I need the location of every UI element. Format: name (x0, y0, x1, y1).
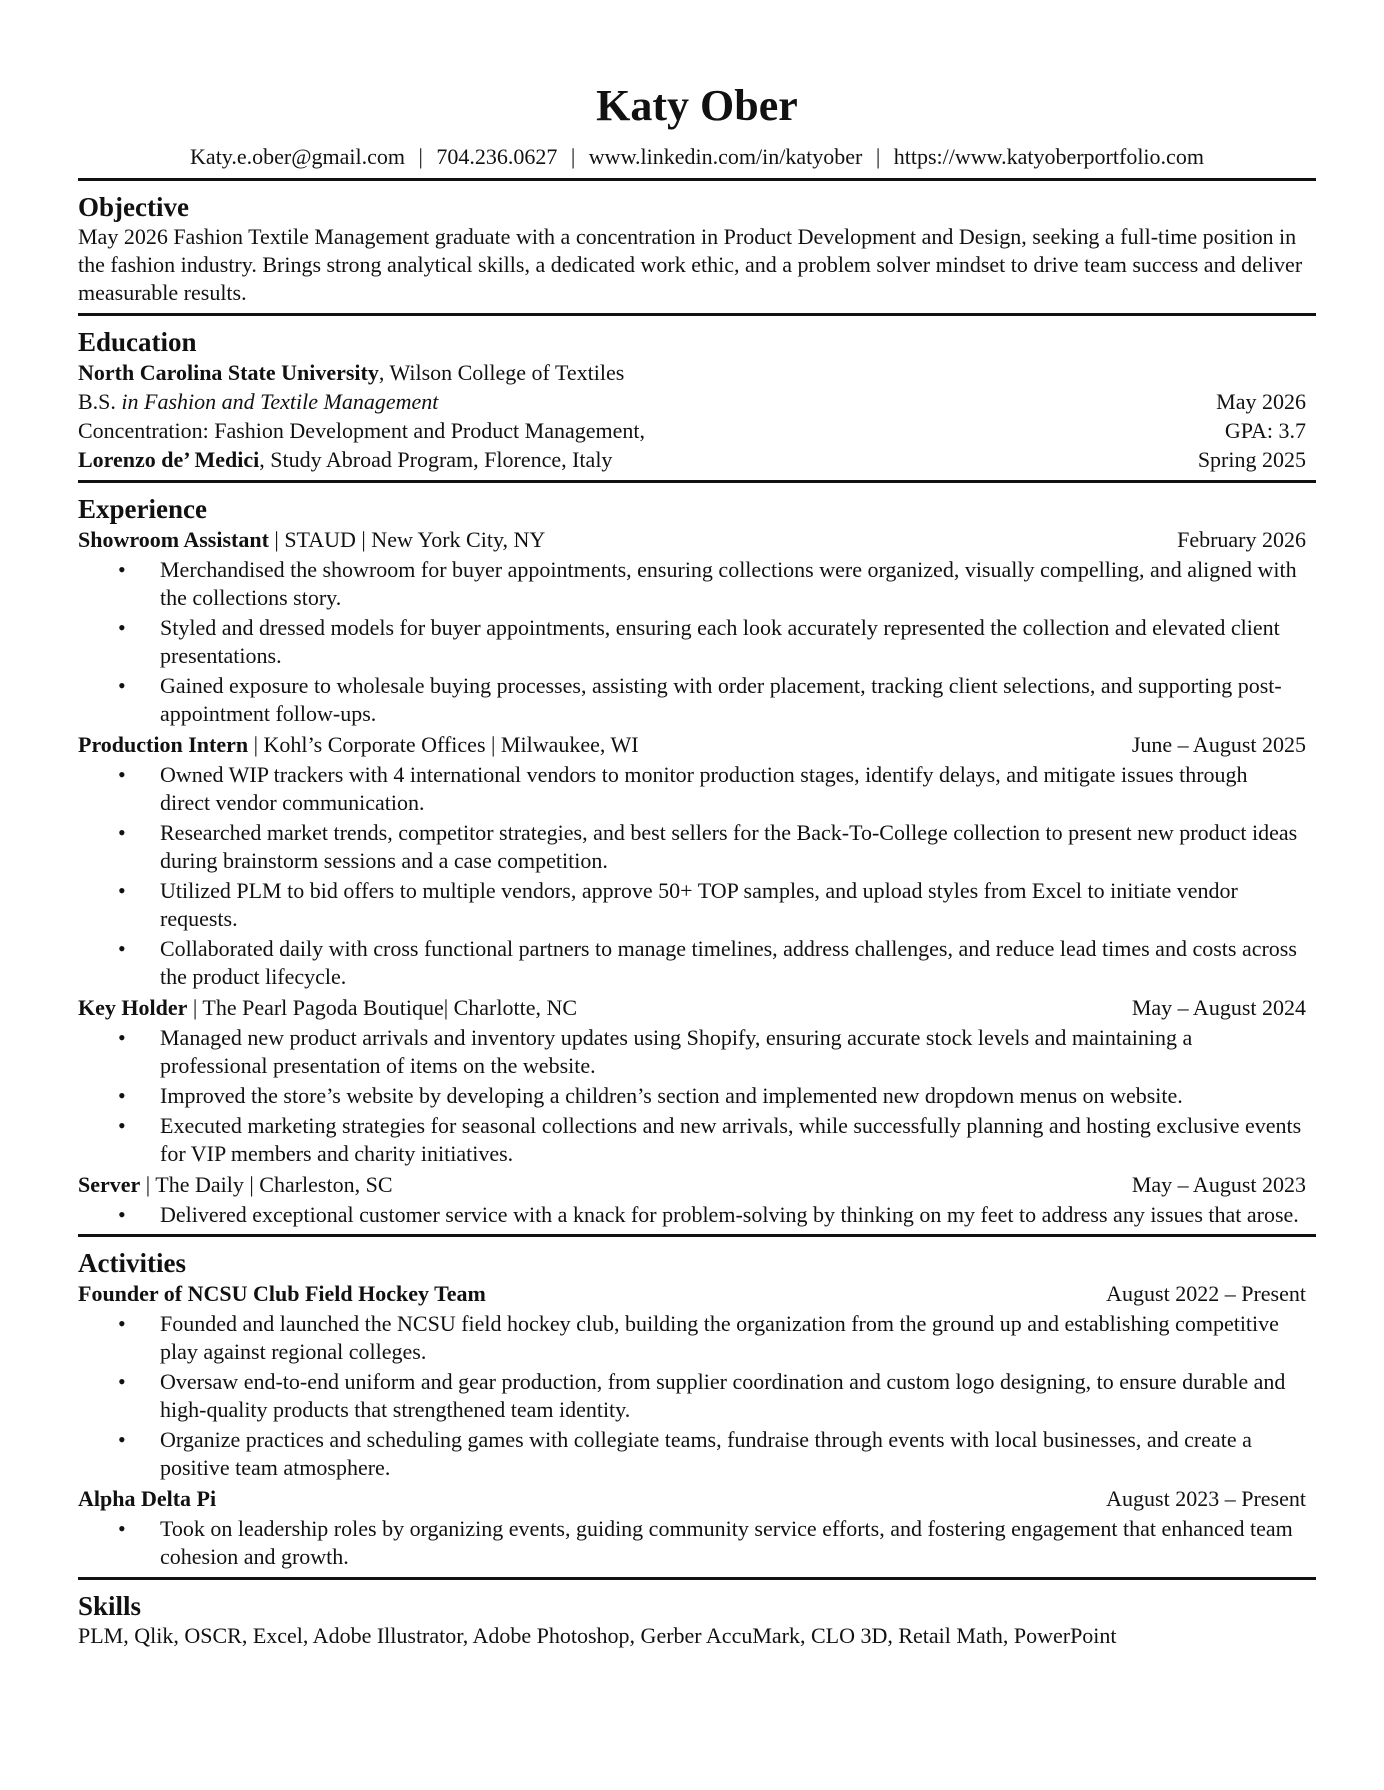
bullet-item (78, 1426, 1316, 1482)
bullet-item (78, 672, 1316, 728)
entry-role: Server (78, 1172, 141, 1197)
bullet-list (78, 556, 1316, 728)
bullet-text: Styled and dressed models for buyer appointments, ensuring each look accurately represented the collection and elevated client presentations. (160, 615, 1280, 668)
bullet-icon: • (118, 936, 126, 961)
bullet-item (78, 1368, 1316, 1424)
entry-header-row (78, 1279, 1316, 1308)
bullet-item (78, 614, 1316, 670)
section-divider (78, 480, 1316, 483)
concentration: Concentration: Fashion Development and Product Management, (78, 418, 645, 443)
bullet-text: Founded and launched the NCSU field hockey club, building the organization from the ground up and establishing competitive play against regional colleges. (160, 1311, 1279, 1364)
section-divider (78, 1234, 1316, 1237)
entry-role: Showroom Assistant (78, 527, 269, 552)
portfolio-link[interactable]: https://www.katyoberportfolio.com (893, 144, 1204, 169)
bullet-text: Executed marketing strategies for seasonal collections and new arrivals, while successfully planning and hosting exclusive events for VIP members and charity initiatives. (160, 1113, 1302, 1166)
school-college: , Wilson College of Textiles (378, 360, 625, 385)
candidate-name: Katy Ober (596, 81, 798, 130)
bullet-icon: • (118, 1025, 126, 1050)
bullet-icon: • (118, 1083, 126, 1108)
bullet-text: Merchandised the showroom for buyer appointments, ensuring collections were organized, visually compelling, and aligned with the collections story. (160, 557, 1297, 610)
bullet-text: Collaborated daily with cross functional partners to manage timelines, address challenges, and reduce lead times and costs across the product lifecycle. (160, 936, 1297, 989)
entry-role: Key Holder (78, 995, 188, 1020)
entry-header-row (78, 1484, 1316, 1513)
section-divider (78, 178, 1316, 181)
bullet-list (78, 1024, 1316, 1168)
entry-header-row (78, 525, 1316, 554)
activities-list (78, 1279, 1316, 1571)
entry-header-row (78, 730, 1316, 759)
email-link[interactable]: Katy.e.ober@gmail.com (190, 144, 405, 169)
entry-date: February 2026 (1177, 527, 1306, 552)
bullet-icon: • (118, 1369, 126, 1394)
bullet-text: Utilized PLM to bid offers to multiple vendors, approve 50+ TOP samples, and upload styles from Excel to initiate vendor requests. (160, 878, 1238, 931)
contact-line (78, 142, 1316, 172)
linkedin-link[interactable]: www.linkedin.com/in/katyober (588, 144, 863, 169)
bullet-text: Managed new product arrivals and inventory updates using Shopify, ensuring accurate stock levels and maintaining a professional presentation of items on the website. (160, 1025, 1193, 1078)
entry-role: Alpha Delta Pi (78, 1486, 217, 1511)
bullet-text: Researched market trends, competitor strategies, and best sellers for the Back-To-College collection to present new product ideas during brainstorm sessions and a case competition. (160, 820, 1298, 873)
section-divider (78, 1577, 1316, 1580)
bullet-icon: • (118, 820, 126, 845)
degree-prefix: B.S. (78, 389, 122, 414)
bullet-item (78, 935, 1316, 991)
contact-separator: | (418, 144, 423, 169)
education-degree-row (78, 387, 1316, 416)
objective-heading: Objective (78, 192, 189, 222)
section-divider (78, 313, 1316, 316)
bullet-icon: • (118, 762, 126, 787)
abroad-date: Spring 2025 (1197, 447, 1306, 472)
experience-list (78, 525, 1316, 1229)
entry-details: | The Daily | Charleston, SC (140, 1172, 393, 1197)
entry-date: June – August 2025 (1131, 732, 1306, 757)
entry-date: May – August 2024 (1131, 995, 1306, 1020)
objective-text: May 2026 Fashion Textile Management graduate with a concentration in Product Development and Design, seeking a full-time position in the fashion industry. Brings strong analytical skills, a dedicated work ethic, and a problem solver mindset to drive team success and deliver measurable results. (78, 224, 1303, 305)
bullet-text: Delivered exceptional customer service with a knack for problem-solving by thinking on my feet to address any issues that arose. (160, 1202, 1299, 1227)
bullet-text: Organize practices and scheduling games with collegiate teams, fundraise through events with local businesses, and create a positive team atmosphere. (160, 1427, 1252, 1480)
experience-heading: Experience (78, 494, 207, 524)
contact-separator: | (570, 144, 576, 169)
bullet-icon: • (118, 1311, 126, 1336)
entry-date: August 2022 – Present (1106, 1281, 1306, 1306)
education-abroad-row (78, 445, 1316, 474)
bullet-item (78, 1515, 1316, 1571)
bullet-list (78, 1515, 1316, 1571)
entry-details: | The Pearl Pagoda Boutique| Charlotte, NC (187, 995, 578, 1020)
activities-heading: Activities (78, 1248, 186, 1278)
bullet-icon: • (118, 1516, 126, 1541)
bullet-icon: • (118, 1202, 126, 1227)
bullet-text: Gained exposure to wholesale buying processes, assisting with order placement, tracking client selections, and supporting post-appointment follow-ups. (160, 673, 1282, 726)
bullet-list (78, 1310, 1316, 1482)
entry-role: Founder of NCSU Club Field Hockey Team (78, 1281, 486, 1306)
bullet-icon: • (118, 1113, 126, 1138)
entry-details: | STAUD | New York City, NY (268, 527, 546, 552)
skills-heading: Skills (78, 1591, 142, 1621)
bullet-item (78, 761, 1316, 817)
degree-major: in Fashion and Textile Management (121, 389, 439, 414)
resume-page (78, 78, 1316, 1650)
bullet-text: Improved the store’s website by developing a children’s section and implemented new dropdown menus on website. (160, 1083, 1183, 1108)
education-school-row (78, 358, 1316, 387)
bullet-item (78, 556, 1316, 612)
bullet-icon: • (118, 878, 126, 903)
bullet-icon: • (118, 615, 126, 640)
bullet-item (78, 877, 1316, 933)
gpa: GPA: 3.7 (1224, 418, 1306, 443)
education-heading: Education (78, 327, 197, 357)
bullet-item (78, 1201, 1316, 1229)
bullet-icon: • (118, 557, 126, 582)
bullet-icon: • (118, 673, 126, 698)
bullet-item (78, 1112, 1316, 1168)
contact-separator: | (875, 144, 881, 169)
abroad-school: Lorenzo de’ Medici (78, 447, 260, 472)
entry-header-row (78, 1170, 1316, 1199)
school-name: North Carolina State University (78, 360, 379, 385)
entry-date: August 2023 – Present (1106, 1486, 1306, 1511)
bullet-list (78, 1201, 1316, 1229)
bullet-icon: • (118, 1427, 126, 1452)
abroad-details: , Study Abroad Program, Florence, Italy (259, 447, 613, 472)
education-concentration-row (78, 416, 1316, 445)
skills-text: PLM, Qlik, OSCR, Excel, Adobe Illustrator, Adobe Photoshop, Gerber AccuMark, CLO 3D, Retail Math, PowerPoint (78, 1623, 1117, 1648)
phone-number: 704.236.0627 (436, 144, 558, 169)
bullet-item (78, 1082, 1316, 1110)
entry-header-row (78, 993, 1316, 1022)
bullet-text: Oversaw end-to-end uniform and gear production, from supplier coordination and custom logo designing, to ensure durable and high-quality products that strengthened team identity. (160, 1369, 1286, 1422)
degree-date: May 2026 (1216, 389, 1306, 414)
bullet-item (78, 1024, 1316, 1080)
bullet-text: Took on leadership roles by organizing events, guiding community service efforts, and fostering engagement that enhanced team cohesion and growth. (160, 1516, 1293, 1569)
entry-date: May – August 2023 (1131, 1172, 1306, 1197)
bullet-item (78, 1310, 1316, 1366)
entry-role: Production Intern (78, 732, 249, 757)
entry-details: | Kohl’s Corporate Offices | Milwaukee, WI (248, 732, 639, 757)
bullet-item (78, 819, 1316, 875)
bullet-text: Owned WIP trackers with 4 international vendors to monitor production stages, identify delays, and mitigate issues through direct vendor communication. (160, 762, 1248, 815)
bullet-list (78, 761, 1316, 991)
